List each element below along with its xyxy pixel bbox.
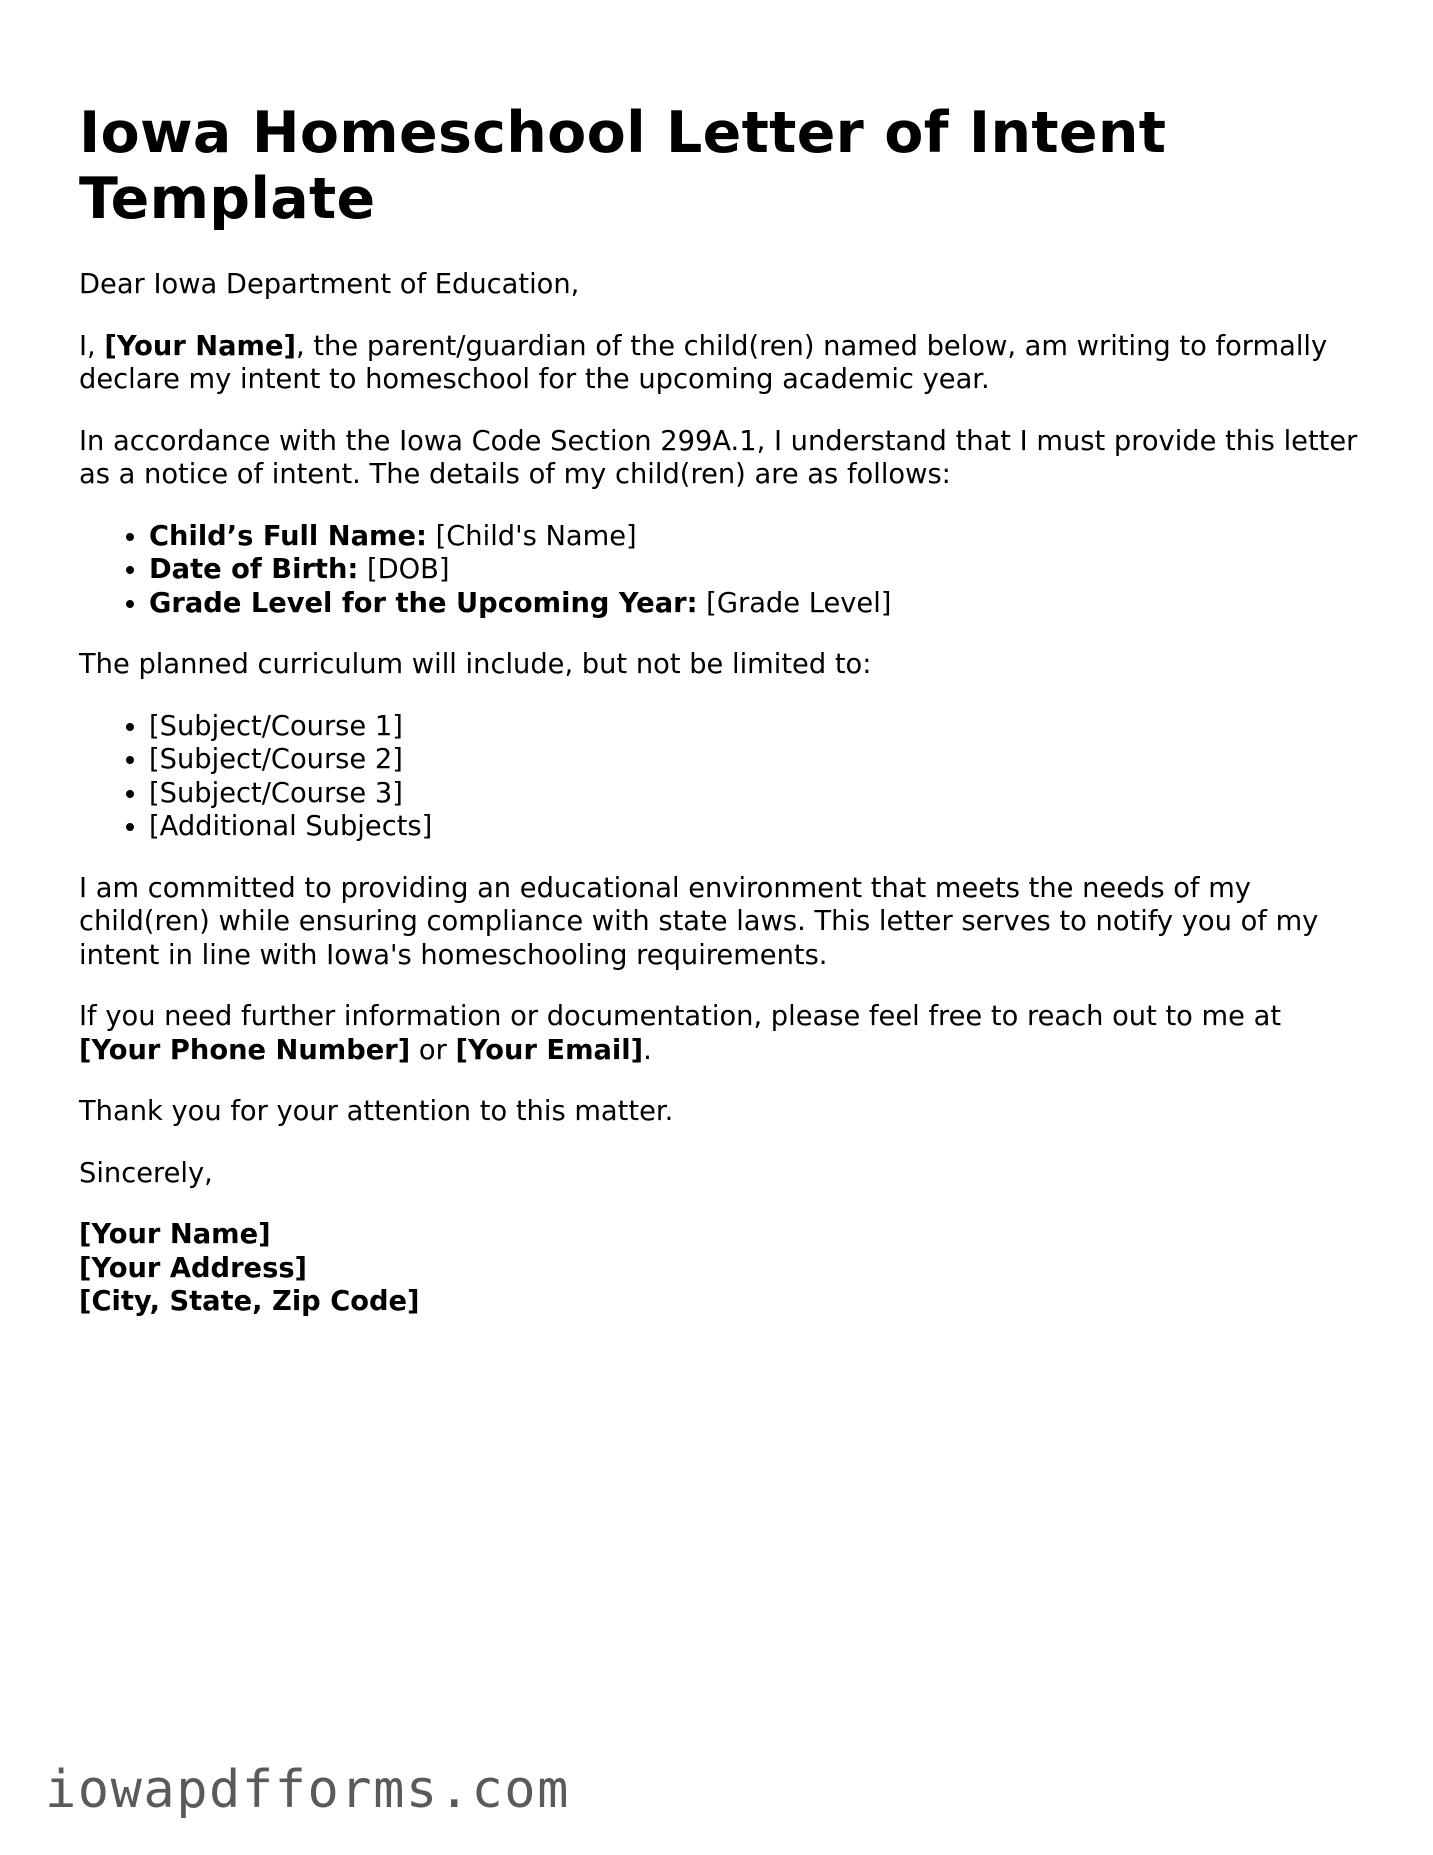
list-item [149, 553, 1369, 587]
closing: Sincerely, [79, 1157, 213, 1189]
letter-document [79, 100, 1369, 1319]
phone-placeholder: [Your Phone Number] [79, 1034, 411, 1066]
detail-label: Date of Birth: [149, 554, 359, 585]
signature-city-state-zip: [City, State, Zip Code] [79, 1286, 420, 1317]
list-item [149, 520, 1369, 554]
contact-middle: or [410, 1034, 456, 1066]
document-title: Iowa Homeschool Letter of Intent Template [79, 100, 1167, 232]
detail-value: [Grade Level] [697, 587, 892, 619]
intro-paragraph [79, 330, 1369, 397]
list-item: • [Subject/Course 3] [149, 777, 1369, 811]
child-details-list [79, 520, 1369, 621]
contact-prefix: If you need further information or documentation, please feel free to reach out to me at [79, 1001, 1282, 1032]
list-item: • [Subject/Course 2] [149, 743, 1369, 777]
commitment-paragraph: I am committed to providing an educational environment that meets the needs of my child(ren) while ensuring compliance with state laws. This letter serves to notify you of my intent in line with Iowa's homeschooling requirements. [79, 872, 1319, 971]
signature-name: [Your Name] [79, 1219, 271, 1250]
contact-suffix: . [643, 1034, 652, 1066]
thanks-paragraph: Thank you for your attention to this matter. [79, 1096, 674, 1127]
intro-name-placeholder: [Your Name] [104, 330, 296, 362]
detail-value: [DOB] [358, 554, 450, 585]
detail-label: Grade Level for the Upcoming Year: [149, 587, 698, 619]
detail-value: [Child's Name] [426, 520, 637, 552]
intro-prefix: I, [79, 330, 105, 362]
accordance-paragraph: In accordance with the Iowa Code Section 299A.1, I understand that I must provide this letter as a notice of intent. The details of my child(ren) are as follows: [79, 425, 1358, 490]
detail-label: Child’s Full Name: [149, 520, 427, 552]
list-item: • [Subject/Course 1] [149, 710, 1369, 744]
list-item [149, 587, 1369, 621]
signature-block [79, 1218, 1369, 1319]
email-placeholder: [Your Email] [455, 1034, 644, 1066]
greeting: Dear Iowa Department of Education, [79, 269, 580, 300]
curriculum-list [79, 710, 1369, 844]
contact-paragraph [79, 1000, 1369, 1067]
curriculum-intro: The planned curriculum will include, but not be limited to: [79, 649, 872, 680]
list-item: • [Additional Subjects] [149, 810, 1369, 844]
footer-watermark: iowapdfforms.com [45, 1760, 570, 1820]
intro-suffix: , the parent/guardian of the child(ren) named below, am writing to formally declare my intent to homeschool for the upcoming academic year. [79, 330, 1328, 395]
signature-address: [Your Address] [79, 1252, 308, 1284]
